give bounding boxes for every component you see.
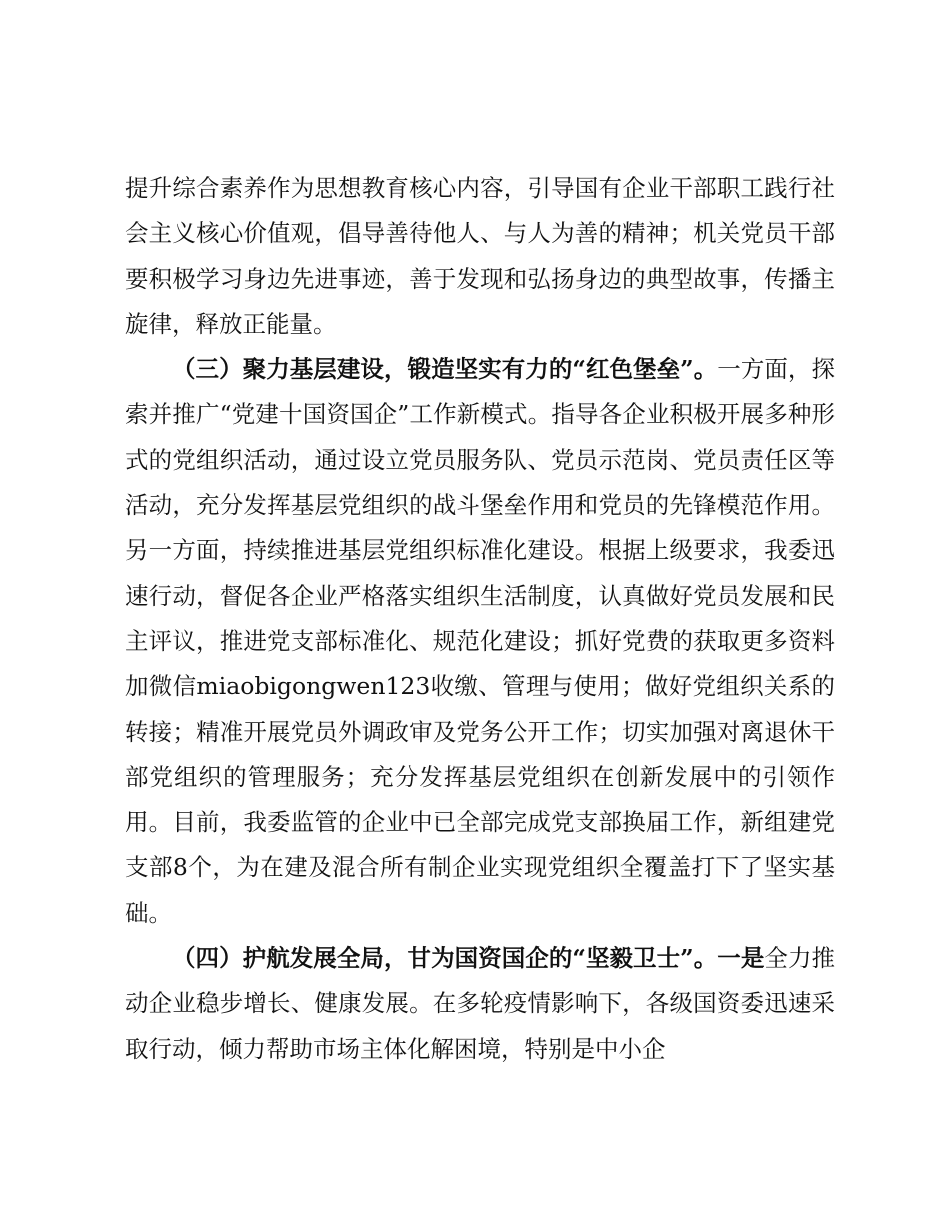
paragraph-body: 全力推动企业稳步增长、健康发展。在多轮疫情影响下，各级国资委迅速采取行动，倾力帮助市场主体化解困境，特别是中小企 (125, 944, 835, 1063)
section-heading: （四）护航发展全局，甘为国资国企的“坚毅卫士”。一是 (172, 944, 765, 973)
paragraph-section-three (125, 347, 835, 936)
paragraph-body: 提升综合素养作为思想教育核心内容，引导国有企业干部职工践行社会主义核心价值观，倡导善待他人、与人为善的精神；机关党员干部要积极学习身边先进事迹，善于发现和弘扬身边的典型故事，传播主旋律，释放正能量。 (125, 174, 835, 338)
paragraph-body: 一方面，探索并推广“党建十国资国企”工作新模式。指导各企业积极开展多种形式的党组织活动，通过设立党员服务队、党员示范岗、党员责任区等活动，充分发挥基层党组织的战斗堡垒作用和党员的先锋模范作用。另一方面，持续推进基层党组织标准化建设。根据上级要求，我委迅速行动，督促各企业严格落实组织生活制度，认真做好党员发展和民主评议，推进党支部标准化、规范化建设；抓好党费的获取更多资料加微信miaobigongwen123收缴、管理与使用；做好党组织关系的转接；精准开展党员外调政审及党务公开工作；切实加强对离退休干部党组织的管理服务；充分发挥基层党组织在创新发展中的引领作用。目前，我委监管的企业中已全部完成党支部换届工作，新组建党支部8个，为在建及混合所有制企业实现党组织全覆盖打下了坚实基础。 (125, 355, 835, 927)
document-body (125, 166, 835, 1072)
paragraph-section-four (125, 936, 835, 1072)
section-heading: （三）聚力基层建设，锻造坚实有力的“红色堡垒”。 (172, 355, 718, 384)
paragraph-continuation (125, 166, 835, 347)
